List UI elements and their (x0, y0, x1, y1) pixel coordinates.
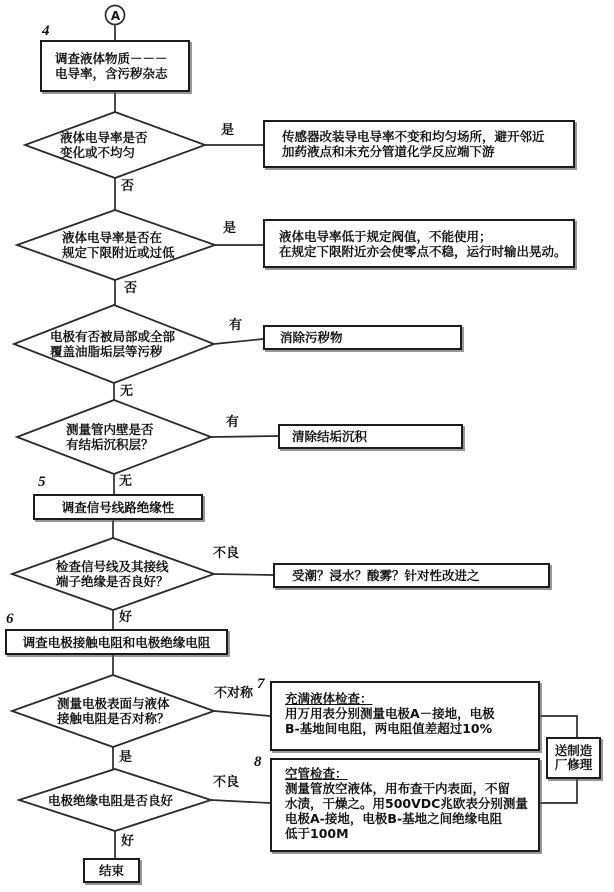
decision-electrode-insulation-line1: 电极绝缘电阻是否良好 (48, 793, 174, 808)
decision-electrode-insulation (48, 793, 173, 808)
branch-label-bad-5: 不良 (213, 546, 240, 561)
connector-a-label: A (110, 8, 121, 23)
branch-label-yes-2: 是 (223, 221, 237, 236)
action-relocate-sensor-line1: 传感器改装导电导率不变和均匀场所，避开邻近 (282, 129, 545, 144)
branch-label-yes-3: 有 (229, 318, 243, 333)
decision-wiring-insulation (56, 559, 169, 589)
branch-label-yes-1: 是 (221, 123, 235, 138)
decision-conductivity-low-line1: 液体电导率是否在 (62, 230, 163, 245)
process-end-text: 结束 (98, 863, 124, 878)
process-investigate-liquid-line2: 电导率，含污秽杂志 (55, 66, 168, 81)
branch-label-no-3: 无 (120, 384, 134, 399)
decision-contact-symmetry-line2: 接触电阻是否对称？ (57, 711, 170, 726)
decision-contact-symmetry (57, 696, 170, 726)
action-remove-scale (278, 424, 463, 449)
decision-conductivity-change-line1: 液体电导率是否 (60, 130, 148, 145)
decision-conductivity-low (62, 230, 175, 260)
process-repair-line2: 厂修理 (554, 757, 593, 772)
process-check-signal-insulation (33, 494, 203, 520)
action-relocate-sensor (263, 120, 575, 168)
branch-label-no-1: 否 (121, 179, 135, 194)
action-empty-tube-check-line2: 水渍，干燥之。用500VDC兆欧表分别测量 (285, 796, 528, 811)
branch-label-no-4: 无 (119, 474, 133, 489)
action-empty-tube-check-line4: 低于100M (285, 826, 349, 841)
action-empty-tube-check-line3: 电极A-接地，电极B-基地之间绝缘电阻 (285, 811, 503, 826)
branch-label-yes-4: 有 (226, 415, 240, 430)
action-empty-tube-check-title: 空管检查： (285, 766, 348, 781)
branch-label-yes-6: 是 (119, 750, 133, 765)
decision-conductivity-low-line2: 规定下限附近或过低 (62, 245, 175, 260)
decision-contact-symmetry-line1: 测量电极表面与液体 (57, 696, 170, 711)
action-empty-tube-check-line1: 测量管放空液体，用布查干内表面，不留 (285, 781, 511, 796)
connector-a (105, 5, 126, 26)
section-number-6: 6 (6, 611, 14, 627)
action-remove-fouling-text: 消除污秽物 (280, 330, 343, 345)
action-empty-tube-check (270, 758, 540, 852)
decision-conductivity-change (60, 130, 148, 160)
section-number-8: 8 (254, 754, 262, 770)
process-check-electrode-resistance-text: 调查电极接触电阻和电极绝缘电阻 (22, 634, 211, 650)
process-check-signal-insulation-text: 调查信号线路绝缘性 (61, 499, 175, 515)
process-end (83, 858, 140, 883)
process-repair-line1: 送制造 (554, 743, 593, 758)
action-full-liquid-check-line2: B-基地间电阻，两电阻值差超过10% (285, 721, 493, 736)
branch-label-asym-6: 不对称 (214, 686, 254, 701)
action-below-threshold-line2: 在规定下限附近亦会使零点不稳，运行时输出晃动。 (279, 243, 567, 259)
decision-conductivity-change-line2: 变化或不均匀 (60, 145, 136, 160)
decision-electrode-fouling (50, 329, 175, 359)
action-moisture-fix (273, 563, 550, 588)
process-repair (546, 737, 601, 779)
action-full-liquid-check-line1: 用万用表分别测量电极A－接地，电极 (285, 706, 495, 721)
decision-tube-scaling-line1: 测量管内壁是否 (66, 422, 154, 437)
action-full-liquid-check (270, 681, 540, 751)
decision-electrode-fouling-line1: 电极有否被局部或全部 (50, 329, 176, 344)
branch-label-no-2: 否 (124, 281, 138, 296)
branch-label-bad-7: 不良 (213, 775, 240, 790)
decision-tube-scaling (66, 422, 154, 452)
process-investigate-liquid (40, 40, 190, 92)
action-full-liquid-check-title: 充满液体检查： (285, 691, 373, 706)
process-investigate-liquid-line1: 调查液体物质－－－ (55, 51, 168, 66)
action-below-threshold (263, 219, 575, 268)
decision-wiring-insulation-line1: 检查信号线及其接线 (56, 559, 169, 574)
branch-label-good-7: 好 (121, 834, 135, 849)
action-relocate-sensor-line2: 加药液点和未充分管道化学反应端下游 (282, 144, 495, 159)
section-number-4: 4 (42, 23, 50, 39)
decision-electrode-fouling-line2: 覆盖油脂垢层等污秽 (50, 344, 163, 359)
action-moisture-fix-text: 受潮？浸水？酸雾？针对性改进之 (292, 568, 480, 583)
branch-label-good-5: 好 (119, 610, 133, 625)
section-number-5: 5 (38, 474, 46, 490)
decision-wiring-insulation-line2: 端子绝缘是否良好？ (56, 574, 169, 589)
action-below-threshold-line1: 液体电导率低于规定阀值，不能使用； (279, 228, 492, 244)
section-number-7: 7 (257, 676, 265, 692)
action-remove-scale-text: 清除结垢沉积 (292, 429, 368, 444)
process-check-electrode-resistance (5, 629, 228, 655)
action-remove-fouling (263, 325, 462, 350)
decision-tube-scaling-line2: 有结垢沉积层？ (66, 437, 154, 452)
